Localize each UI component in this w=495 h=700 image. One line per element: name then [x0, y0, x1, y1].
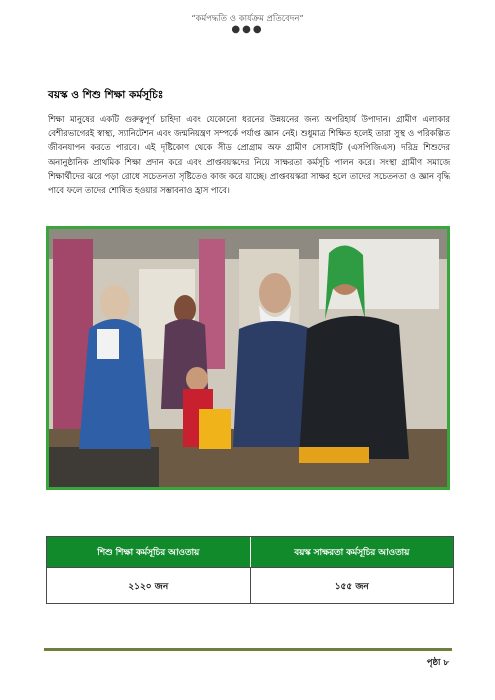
- running-header: “কর্মপদ্ধতি ও কার্যক্রম প্রতিবেদন”: [191, 14, 304, 24]
- table-row: [47, 567, 453, 604]
- header-dots: ●●●: [231, 24, 264, 35]
- event-photo: [46, 226, 450, 490]
- table-cell-child-count: ২১২০ জন: [128, 581, 169, 592]
- section-body-text: শিক্ষা মানুষের একটি গুরুত্বপূর্ণ চাহিদা এবং যেকোনো ধরনের উন্নয়নের জন্য অপরিহার্য উপাদান। গ্রামীণ এলাকার বেশীরভাগেরই স্বাস্থ্য, স্যানিটেশন এবং জন্মনিয়ন্ত্রণ সম্পর্কে পর্যাপ্ত জ্ঞান নেই। শুধুমাত্র শিক্ষিত হলেই তারা সুস্থ ও পরিকল্পিত জীবনযাপন করতে পারবে। এই দৃষ্টিকোণ থেকে সীড প্রোগ্রাম অফ গ্রামীণ সোসাইটি (এসপিজিএস) দরিদ্র শিশুদের অনানুষ্ঠানিক প্রাথমিক শিক্ষা প্রদান করে এবং প্রাপ্তবয়স্কদের নিয়ে সাক্ষরতা কর্মসূচি পালন করে। সংস্থা গ্রামীণ সমাজে শিক্ষার্থীদের ঝরে পড়া রোধে সচেতনতা সৃষ্টিতেও কাজ করে যাচ্ছে। প্রাপ্তবয়স্করা সাক্ষর হলে তাদের সচেতনতা ও জ্ঞান বৃদ্ধি পাবে ফলে তাদের শোষিত হওয়ার সম্ভাবনাও হ্রাস পাবে।: [48, 114, 450, 196]
- photo-man-coat: [299, 316, 409, 459]
- photo-book2: [299, 447, 369, 463]
- table-cell-adult-count: ১৫৫ জন: [250, 568, 454, 604]
- table-header-adult-literacy: বয়স্ক সাক্ষরতা কর্মসূচির আওতায়: [250, 537, 454, 567]
- photo-illustration: [49, 229, 447, 487]
- photo-certificate: [97, 329, 119, 359]
- photo-book: [199, 409, 231, 449]
- section-heading: বয়স্ক ও শিশু শিক্ষা কর্মসূচিঃ: [48, 89, 164, 101]
- page-number: পৃষ্ঠা ৮: [426, 658, 449, 668]
- table-header-row: [47, 537, 453, 567]
- photo-table: [49, 447, 159, 487]
- photo-person-woman2-face: [174, 295, 196, 323]
- photo-person-woman-face: [100, 285, 130, 321]
- photo-child-face: [186, 367, 208, 391]
- footer-divider: [44, 648, 452, 651]
- table-header-child-education: শিশু শিক্ষা কর্মসূচির আওতায়: [47, 537, 250, 567]
- coverage-table: [46, 536, 454, 604]
- photo-old-man-face: [259, 273, 291, 313]
